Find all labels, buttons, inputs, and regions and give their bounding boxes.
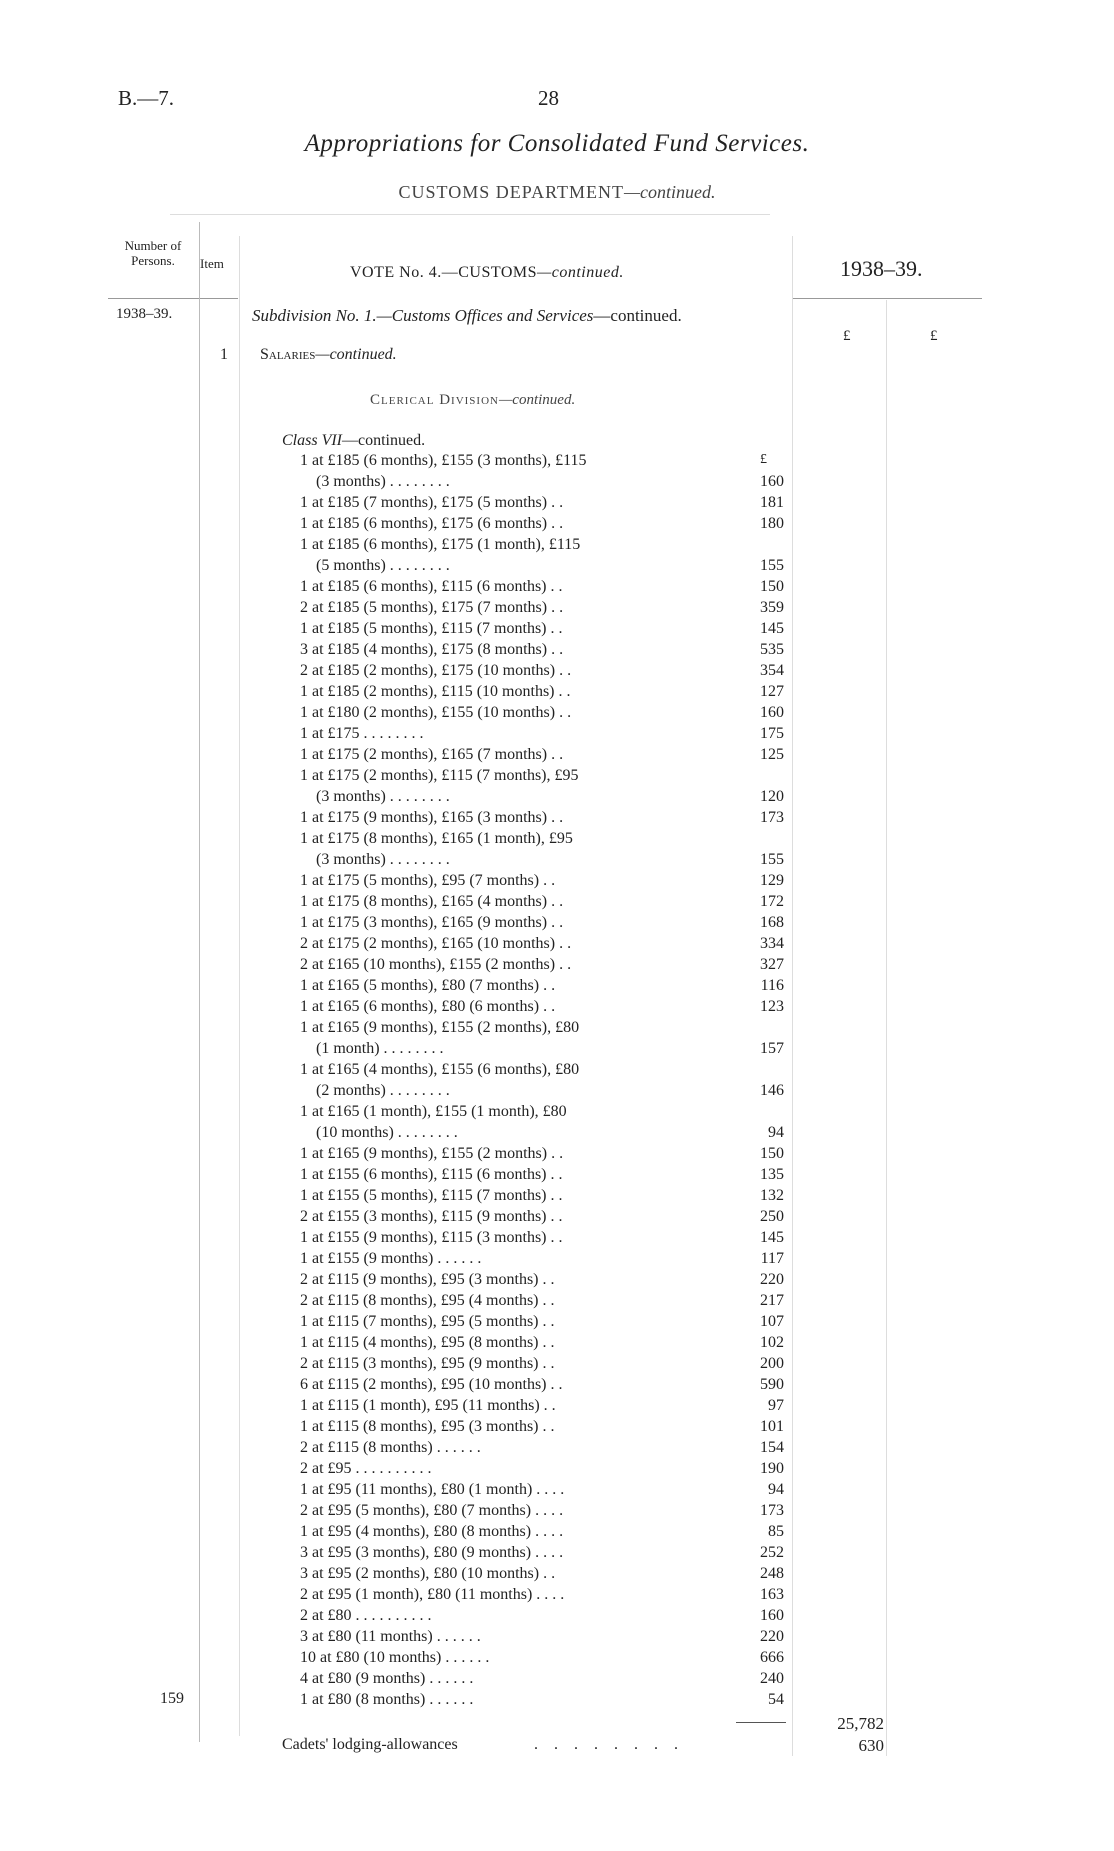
cadets-allowance-amount: 630 bbox=[858, 1736, 884, 1755]
salary-row-amount: 160 bbox=[760, 473, 784, 490]
salary-row-amount: 220 bbox=[760, 1628, 784, 1645]
salary-row-description: 1 at £80 (8 months) . . . . . . bbox=[300, 1691, 474, 1708]
salary-row bbox=[0, 1437, 1114, 1458]
sum-rule bbox=[736, 1722, 786, 1723]
salary-row-description: 2 at £115 (3 months), £95 (9 months) . . bbox=[300, 1355, 555, 1372]
salary-row-amount: 116 bbox=[760, 977, 784, 994]
salary-row-amount: 129 bbox=[760, 872, 784, 889]
salary-row bbox=[0, 723, 1114, 744]
number-of-persons-header: Number of Persons. bbox=[124, 238, 182, 268]
salary-row bbox=[0, 933, 1114, 954]
salary-row-amount: 190 bbox=[760, 1460, 784, 1477]
salary-row-description: 1 at £165 (4 months), £155 (6 months), £80 bbox=[300, 1061, 580, 1078]
salary-row-amount: 132 bbox=[760, 1187, 784, 1204]
salary-row bbox=[0, 1227, 1114, 1248]
salary-row bbox=[0, 681, 1114, 702]
department-suffix: —continued. bbox=[623, 182, 716, 202]
salary-row-description: 1 at £165 (9 months), £155 (2 months) . . bbox=[300, 1145, 564, 1162]
salary-row bbox=[0, 1206, 1114, 1227]
persons-year-label: 1938–39. bbox=[116, 306, 173, 322]
salary-row bbox=[0, 1458, 1114, 1479]
subdivision-suffix: —continued. bbox=[593, 306, 682, 325]
salary-row-description: 1 at £155 (5 months), £115 (7 months) . . bbox=[300, 1187, 563, 1204]
salary-row bbox=[0, 1269, 1114, 1290]
salary-row bbox=[0, 1584, 1114, 1605]
salary-row bbox=[0, 471, 1114, 492]
salary-row-amount: 181 bbox=[760, 494, 784, 511]
salary-row bbox=[0, 1395, 1114, 1416]
salary-row-amount: 175 bbox=[760, 725, 784, 742]
salary-row bbox=[0, 1080, 1114, 1101]
salary-row-description: 1 at £95 (4 months), £80 (8 months) . . . . bbox=[300, 1523, 564, 1540]
salary-row bbox=[0, 849, 1114, 870]
salary-row-amount: 220 bbox=[760, 1271, 784, 1288]
salary-row-amount: 146 bbox=[760, 1082, 784, 1099]
salary-row bbox=[0, 1038, 1114, 1059]
salary-row-amount: 252 bbox=[760, 1544, 784, 1561]
salary-row bbox=[0, 1605, 1114, 1626]
salary-row-description: 6 at £115 (2 months), £95 (10 months) . . bbox=[300, 1376, 563, 1393]
salary-row-description: 3 at £95 (3 months), £80 (9 months) . . . . bbox=[300, 1544, 564, 1561]
salary-row bbox=[0, 1521, 1114, 1542]
salary-row-amount: 173 bbox=[760, 1502, 784, 1519]
salary-row bbox=[0, 1017, 1114, 1038]
salary-row-description: 1 at £175 (5 months), £95 (7 months) . . bbox=[300, 872, 556, 889]
salary-row bbox=[0, 870, 1114, 891]
salary-row-amount: 250 bbox=[760, 1208, 784, 1225]
salary-row-description: 1 at £185 (2 months), £115 (10 months) . . bbox=[300, 683, 571, 700]
salary-row bbox=[0, 1479, 1114, 1500]
salary-row bbox=[0, 891, 1114, 912]
salary-row-amount: 54 bbox=[768, 1691, 784, 1708]
year-header: 1938–39. bbox=[840, 256, 923, 281]
salary-row bbox=[0, 1332, 1114, 1353]
salary-row-amount: 117 bbox=[760, 1250, 784, 1267]
salary-row-amount: 334 bbox=[760, 935, 784, 952]
inner-pound-label: £ bbox=[760, 452, 767, 467]
salary-row bbox=[0, 765, 1114, 786]
salary-row bbox=[0, 1563, 1114, 1584]
salary-row bbox=[0, 576, 1114, 597]
salary-row-description: (3 months) . . . . . . . . bbox=[316, 788, 450, 805]
department-name: CUSTOMS DEPARTMENT bbox=[398, 182, 624, 202]
salaries-heading bbox=[260, 346, 397, 364]
salary-row bbox=[0, 786, 1114, 807]
salary-row-amount: 97 bbox=[768, 1397, 784, 1414]
salary-row-description: 1 at £180 (2 months), £155 (10 months) . . bbox=[300, 704, 572, 721]
salary-row-description: 1 at £175 (9 months), £165 (3 months) . . bbox=[300, 809, 564, 826]
salary-row-description: 1 at £185 (5 months), £115 (7 months) . . bbox=[300, 620, 563, 637]
salary-row-description: 1 at £115 (4 months), £95 (8 months) . . bbox=[300, 1334, 555, 1351]
pound-column-label-total: £ bbox=[930, 328, 938, 344]
vote-title-text: VOTE No. 4.—CUSTOMS bbox=[350, 264, 537, 281]
salary-row-description: 2 at £115 (9 months), £95 (3 months) . . bbox=[300, 1271, 555, 1288]
persons-total: 159 bbox=[160, 1690, 184, 1707]
salary-row bbox=[0, 555, 1114, 576]
salary-row bbox=[0, 1164, 1114, 1185]
salary-row-amount: 150 bbox=[760, 578, 784, 595]
salary-row-description: 4 at £80 (9 months) . . . . . . bbox=[300, 1670, 474, 1687]
salary-row-description: 1 at £95 (11 months), £80 (1 month) . . . . bbox=[300, 1481, 565, 1498]
department-heading bbox=[0, 182, 1114, 203]
salary-row bbox=[0, 1647, 1114, 1668]
salary-row-description: 1 at £185 (6 months), £115 (6 months) . . bbox=[300, 578, 563, 595]
salary-row-description: 2 at £115 (8 months) . . . . . . bbox=[300, 1439, 481, 1456]
salary-row bbox=[0, 660, 1114, 681]
salary-row-amount: 354 bbox=[760, 662, 784, 679]
page-number: 28 bbox=[538, 86, 559, 110]
salary-row-amount: 160 bbox=[760, 1607, 784, 1624]
salary-row-description: 2 at £175 (2 months), £165 (10 months) . . bbox=[300, 935, 572, 952]
salary-row-description: 1 at £165 (5 months), £80 (7 months) . . bbox=[300, 977, 556, 994]
salary-row-amount: 127 bbox=[760, 683, 784, 700]
salary-row-description: 2 at £165 (10 months), £155 (2 months) . . bbox=[300, 956, 572, 973]
cadets-leader-dots: . . . . . . . . bbox=[534, 1736, 684, 1753]
salaries-suffix: —continued. bbox=[315, 346, 397, 363]
salary-row bbox=[0, 807, 1114, 828]
clerical-text: Clerical Division bbox=[370, 392, 499, 408]
salary-row-description: 2 at £185 (2 months), £175 (10 months) . . bbox=[300, 662, 572, 679]
column-head-rule-right bbox=[792, 298, 982, 299]
salary-row bbox=[0, 1374, 1114, 1395]
salary-row bbox=[0, 513, 1114, 534]
salary-row bbox=[0, 597, 1114, 618]
salary-row bbox=[0, 1248, 1114, 1269]
item-number: 1 bbox=[220, 346, 228, 363]
class-total: 25,782 bbox=[837, 1714, 884, 1733]
salary-row bbox=[0, 618, 1114, 639]
salary-row-amount: 359 bbox=[760, 599, 784, 616]
salary-row-amount: 173 bbox=[760, 809, 784, 826]
salary-row-description: 1 at £185 (6 months), £175 (6 months) . . bbox=[300, 515, 564, 532]
salary-row-amount: 155 bbox=[760, 557, 784, 574]
salary-row bbox=[0, 828, 1114, 849]
salary-row bbox=[0, 1185, 1114, 1206]
salary-row-amount: 327 bbox=[760, 956, 784, 973]
salary-row bbox=[0, 1416, 1114, 1437]
salary-row bbox=[0, 1542, 1114, 1563]
salary-row-amount: 168 bbox=[760, 914, 784, 931]
salary-row bbox=[0, 744, 1114, 765]
salary-row-description: 1 at £175 (8 months), £165 (4 months) . . bbox=[300, 893, 564, 910]
clerical-division-heading bbox=[370, 392, 575, 409]
salary-row bbox=[0, 1122, 1114, 1143]
salary-row bbox=[0, 639, 1114, 660]
salary-row-description: 1 at £175 (8 months), £165 (1 month), £95 bbox=[300, 830, 573, 847]
salary-row-description: 3 at £185 (4 months), £175 (8 months) . . bbox=[300, 641, 564, 658]
salary-row-description: (10 months) . . . . . . . . bbox=[316, 1124, 458, 1141]
salary-row bbox=[0, 534, 1114, 555]
salary-row-amount: 200 bbox=[760, 1355, 784, 1372]
salary-row-amount: 590 bbox=[760, 1376, 784, 1393]
salary-row bbox=[0, 1500, 1114, 1521]
salary-row-description: 10 at £80 (10 months) . . . . . . bbox=[300, 1649, 490, 1666]
salary-row bbox=[0, 1101, 1114, 1122]
salary-row-description: 2 at £95 . . . . . . . . . . bbox=[300, 1460, 432, 1477]
vote-title-suffix: —continued. bbox=[537, 264, 624, 281]
salary-row-amount: 160 bbox=[760, 704, 784, 721]
salary-row-amount: 666 bbox=[760, 1649, 784, 1666]
salary-row bbox=[0, 1668, 1114, 1689]
salary-row-amount: 154 bbox=[760, 1439, 784, 1456]
salary-row-description: 2 at £95 (5 months), £80 (7 months) . . . . bbox=[300, 1502, 564, 1519]
cadets-allowance-label: Cadets' lodging-allowances bbox=[282, 1736, 458, 1753]
class-suffix: —continued. bbox=[342, 432, 426, 449]
salary-row-amount: 180 bbox=[760, 515, 784, 532]
salary-row-amount: 240 bbox=[760, 1670, 784, 1687]
salary-row-description: 2 at £185 (5 months), £175 (7 months) . . bbox=[300, 599, 564, 616]
salary-row bbox=[0, 1353, 1114, 1374]
salary-row-amount: 94 bbox=[768, 1124, 784, 1141]
salary-row-description: 1 at £165 (1 month), £155 (1 month), £80 bbox=[300, 1103, 567, 1120]
salary-row bbox=[0, 975, 1114, 996]
salary-row-amount: 94 bbox=[768, 1481, 784, 1498]
salary-row-amount: 150 bbox=[760, 1145, 784, 1162]
salary-row-description: (5 months) . . . . . . . . bbox=[316, 557, 450, 574]
vote-title bbox=[350, 264, 624, 282]
salary-row-amount: 145 bbox=[760, 620, 784, 637]
salary-row-description: 1 at £165 (9 months), £155 (2 months), £80 bbox=[300, 1019, 580, 1036]
header-rule bbox=[170, 214, 770, 215]
salary-row-amount: 102 bbox=[760, 1334, 784, 1351]
salary-row-amount: 145 bbox=[760, 1229, 784, 1246]
salary-row-amount: 135 bbox=[760, 1166, 784, 1183]
salary-row bbox=[0, 1143, 1114, 1164]
salary-row-amount: 101 bbox=[760, 1418, 784, 1435]
salary-row-description: 1 at £155 (6 months), £115 (6 months) . . bbox=[300, 1166, 563, 1183]
salary-row-description: (3 months) . . . . . . . . bbox=[316, 851, 450, 868]
salary-row-description: 1 at £115 (1 month), £95 (11 months) . . bbox=[300, 1397, 556, 1414]
salary-row-description: (1 month) . . . . . . . . bbox=[316, 1040, 444, 1057]
salary-row-description: 1 at £115 (8 months), £95 (3 months) . . bbox=[300, 1418, 555, 1435]
salary-row-amount: 163 bbox=[760, 1586, 784, 1603]
salary-row bbox=[0, 1290, 1114, 1311]
subdivision-heading bbox=[252, 306, 682, 326]
salary-row-amount: 248 bbox=[760, 1565, 784, 1582]
salaries-text: Salaries bbox=[260, 346, 316, 363]
page-title: Appropriations for Consolidated Fund Services. bbox=[304, 130, 810, 157]
salary-row bbox=[0, 912, 1114, 933]
salary-row bbox=[0, 450, 1114, 471]
salary-row-amount: 172 bbox=[760, 893, 784, 910]
pound-column-label: £ bbox=[843, 328, 851, 344]
document-reference: B.—7. bbox=[118, 86, 175, 110]
salary-row-description: 3 at £80 (11 months) . . . . . . bbox=[300, 1628, 481, 1645]
salary-row-description: 2 at £155 (3 months), £115 (9 months) . . bbox=[300, 1208, 563, 1225]
salary-row-description: 1 at £155 (9 months), £115 (3 months) . . bbox=[300, 1229, 563, 1246]
salary-row bbox=[0, 996, 1114, 1017]
salary-row-description: 2 at £115 (8 months), £95 (4 months) . . bbox=[300, 1292, 555, 1309]
salary-row-description: 1 at £165 (6 months), £80 (6 months) . . bbox=[300, 998, 556, 1015]
salary-row bbox=[0, 1626, 1114, 1647]
salary-row-description: 2 at £80 . . . . . . . . . . bbox=[300, 1607, 432, 1624]
salary-row-description: 1 at £185 (6 months), £175 (1 month), £115 bbox=[300, 536, 581, 553]
class-text: Class VII bbox=[282, 432, 342, 449]
column-head-rule bbox=[108, 298, 238, 299]
salary-row-amount: 125 bbox=[760, 746, 784, 763]
salary-row-amount: 155 bbox=[760, 851, 784, 868]
salary-row-description: 2 at £95 (1 month), £80 (11 months) . . . . bbox=[300, 1586, 565, 1603]
salary-row-description: 1 at £175 (3 months), £165 (9 months) . . bbox=[300, 914, 564, 931]
salary-row bbox=[0, 1311, 1114, 1332]
salary-row bbox=[0, 1059, 1114, 1080]
salary-rows bbox=[0, 450, 1114, 1710]
salary-row bbox=[0, 954, 1114, 975]
salary-row-description: (2 months) . . . . . . . . bbox=[316, 1082, 450, 1099]
salary-row-description: 1 at £175 (2 months), £165 (7 months) . . bbox=[300, 746, 564, 763]
salary-row-amount: 123 bbox=[760, 998, 784, 1015]
salary-row-amount: 535 bbox=[760, 641, 784, 658]
salary-row bbox=[0, 702, 1114, 723]
salary-row-description: 1 at £175 (2 months), £115 (7 months), £95 bbox=[300, 767, 579, 784]
salary-row-description: 1 at £185 (7 months), £175 (5 months) . . bbox=[300, 494, 564, 511]
class-heading bbox=[282, 432, 425, 450]
salary-row-amount: 217 bbox=[760, 1292, 784, 1309]
salary-row-amount: 120 bbox=[760, 788, 784, 805]
salary-row-amount: 107 bbox=[760, 1313, 784, 1330]
clerical-suffix: —continued. bbox=[498, 392, 576, 408]
item-header: Item bbox=[200, 256, 224, 271]
subdivision-text: Subdivision No. 1.—Customs Offices and Services bbox=[252, 306, 594, 325]
salary-row bbox=[0, 492, 1114, 513]
salary-row-description: 1 at £185 (6 months), £155 (3 months), £115 bbox=[300, 452, 587, 469]
salary-row-description: 3 at £95 (2 months), £80 (10 months) . . bbox=[300, 1565, 556, 1582]
salary-row-description: 1 at £175 . . . . . . . . bbox=[300, 725, 424, 742]
salary-row-description: (3 months) . . . . . . . . bbox=[316, 473, 450, 490]
salary-row-description: 1 at £115 (7 months), £95 (5 months) . . bbox=[300, 1313, 555, 1330]
salary-row-amount: 157 bbox=[760, 1040, 784, 1057]
salary-row-amount: 85 bbox=[768, 1523, 784, 1540]
salary-row-description: 1 at £155 (9 months) . . . . . . bbox=[300, 1250, 482, 1267]
